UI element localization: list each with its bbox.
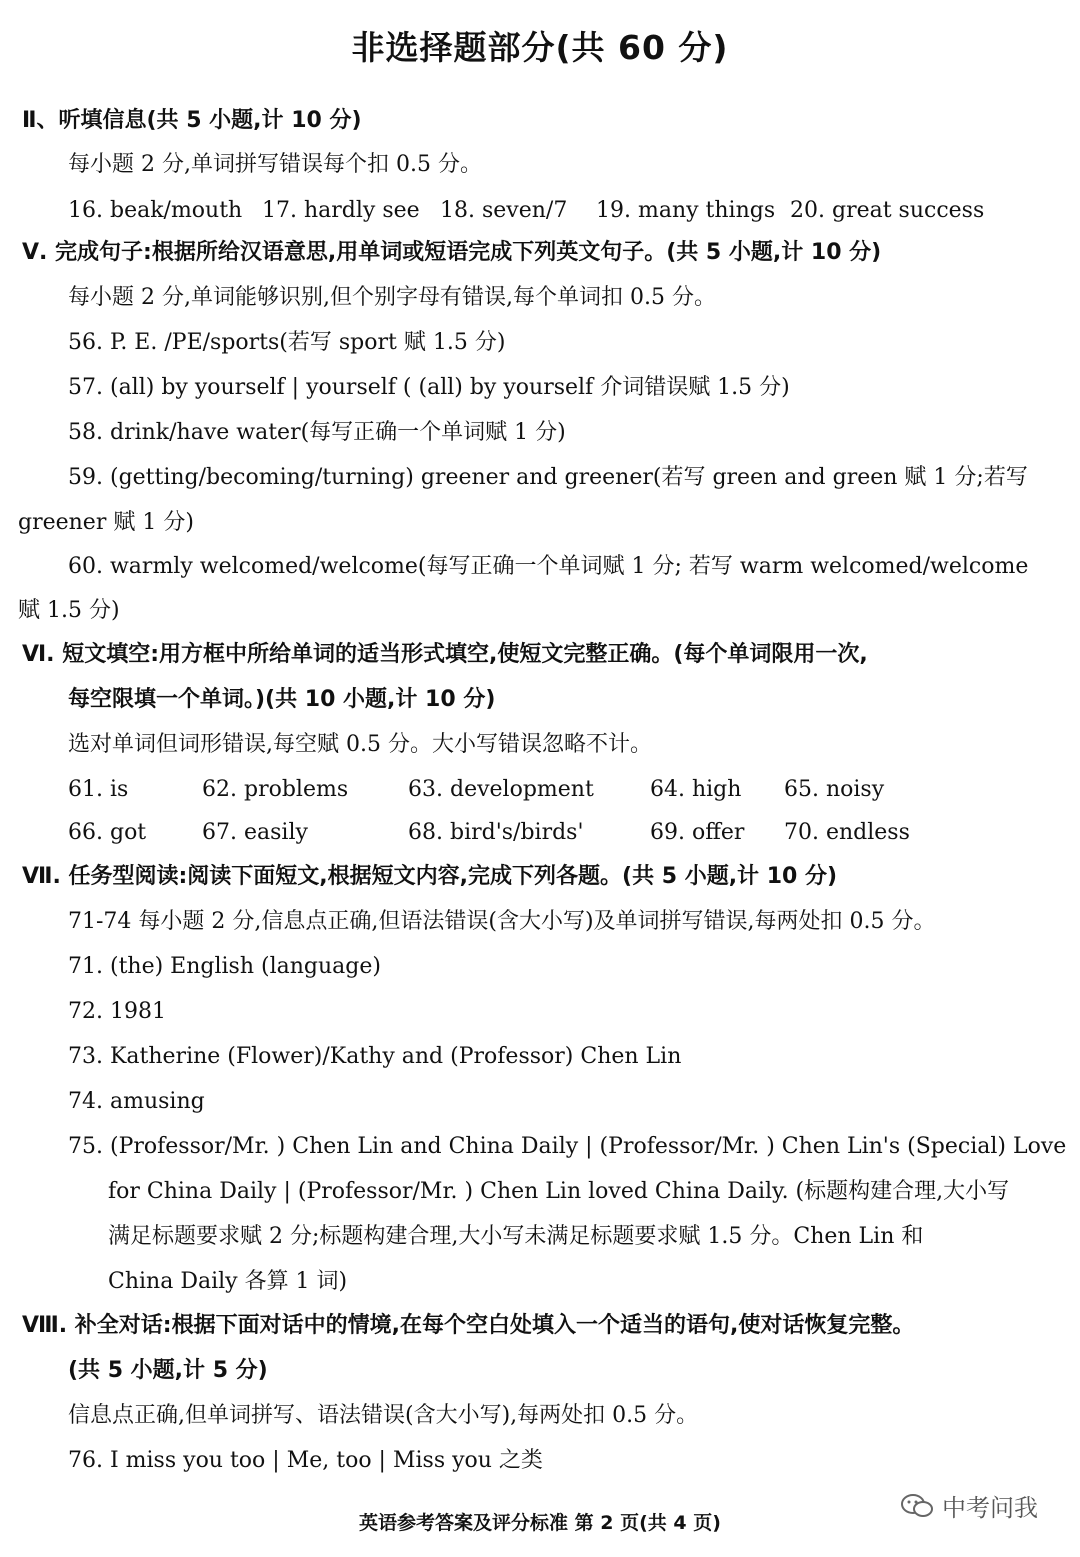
answer-63: 63. development [408, 777, 594, 802]
answer-64: 64. high [650, 777, 742, 802]
answer-67: 67. easily [202, 820, 308, 845]
section-heading-task-reading: Ⅶ. 任务型阅读:阅读下面短文,根据短文内容,完成下列各题。(共 5 小题,计 10 分) [22, 864, 838, 889]
answer-57: 57. (all) by yourself | yourself ( (all) by yourself 介词错误赋 1.5 分) [68, 375, 790, 400]
answer-75-line-3: 满足标题要求赋 2 分;标题构建合理,大小写未满足标题要求赋 1.5 分。Chen Lin 和 [108, 1224, 924, 1249]
answer-58: 58. drink/have water(每写正确一个单词赋 1 分) [68, 420, 566, 445]
answer-76: 76. I miss you too | Me, too | Miss you 之类 [68, 1448, 543, 1473]
answer-20: 20. great success [790, 198, 985, 223]
scoring-note: 每小题 2 分,单词能够识别,但个别字母有错误,每个单词扣 0.5 分。 [68, 285, 716, 310]
answer-59-line-1: 59. (getting/becoming/turning) greener and greener(若写 green and green 赋 1 分;若写 [68, 465, 1028, 490]
answer-61: 61. is [68, 777, 129, 802]
answer-70: 70. endless [784, 820, 910, 845]
answer-72: 72. 1981 [68, 999, 166, 1024]
answer-60-line-2: 赋 1.5 分) [18, 598, 120, 623]
answer-66: 66. got [68, 820, 147, 845]
section-heading-dialogue-line-1: Ⅷ. 补全对话:根据下面对话中的情境,在每个空白处填入一个适当的语句,使对话恢复完整。 [22, 1313, 915, 1338]
answer-56: 56. P. E. /PE/sports(若写 sport 赋 1.5 分) [68, 330, 506, 355]
wechat-icon [900, 1493, 934, 1519]
answer-73: 73. Katherine (Flower)/Kathy and (Professor) Chen Lin [68, 1044, 682, 1069]
section-heading-cloze-line-2: 每空限填一个单词。)(共 10 小题,计 10 分) [68, 687, 496, 712]
scoring-note: 71-74 每小题 2 分,信息点正确,但语法错误(含大小写)及单词拼写错误,每两处扣 0.5 分。 [68, 909, 936, 934]
answer-74: 74. amusing [68, 1089, 205, 1114]
answer-69: 69. offer [650, 820, 745, 845]
scoring-note: 每小题 2 分,单词拼写错误每个扣 0.5 分。 [68, 152, 482, 177]
answer-65: 65. noisy [784, 777, 885, 802]
section-heading-sentences: Ⅴ. 完成句子:根据所给汉语意思,用单词或短语完成下列英文句子。(共 5 小题,计 10 分) [22, 240, 882, 265]
answer-59-line-2: greener 赋 1 分) [18, 510, 194, 535]
answer-75-line-4: China Daily 各算 1 词) [108, 1269, 348, 1294]
section-heading-listening: Ⅱ、听填信息(共 5 小题,计 10 分) [22, 108, 362, 133]
scoring-note: 选对单词但词形错误,每空赋 0.5 分。大小写错误忽略不计。 [68, 732, 652, 757]
answer-62: 62. problems [202, 777, 349, 802]
watermark-text: 中考问我 [942, 1494, 1038, 1522]
wechat-watermark [900, 1488, 1038, 1523]
answer-19: 19. many things [596, 198, 776, 223]
section-heading-dialogue-line-2: (共 5 小题,计 5 分) [68, 1358, 268, 1383]
answer-71: 71. (the) English (language) [68, 954, 381, 979]
scoring-note: 信息点正确,但单词拼写、语法错误(含大小写),每两处扣 0.5 分。 [68, 1403, 699, 1428]
answer-75-line-2: for China Daily | (Professor/Mr. ) Chen Lin loved China Daily. (标题构建合理,大小写 [108, 1179, 1010, 1204]
page-title: 非选择题部分(共 60 分) [351, 28, 729, 67]
page-footer: 英语参考答案及评分标准 第 2 页(共 4 页) [359, 1512, 721, 1534]
section-heading-cloze-line-1: Ⅵ. 短文填空:用方框中所给单词的适当形式填空,使短文完整正确。(每个单词限用一次, [22, 642, 868, 667]
answer-75-line-1: 75. (Professor/Mr. ) Chen Lin and China Daily | (Professor/Mr. ) Chen Lin's (Special) Love [68, 1134, 1067, 1159]
answer-60-line-1: 60. warmly welcomed/welcome(每写正确一个单词赋 1 分; 若写 warm welcomed/welcome [68, 554, 1029, 579]
answer-68: 68. bird's/birds' [408, 820, 584, 845]
answer-18: 18. seven/7 [440, 198, 568, 223]
answer-17: 17. hardly see [262, 198, 420, 223]
answer-16: 16. beak/mouth [68, 198, 243, 223]
